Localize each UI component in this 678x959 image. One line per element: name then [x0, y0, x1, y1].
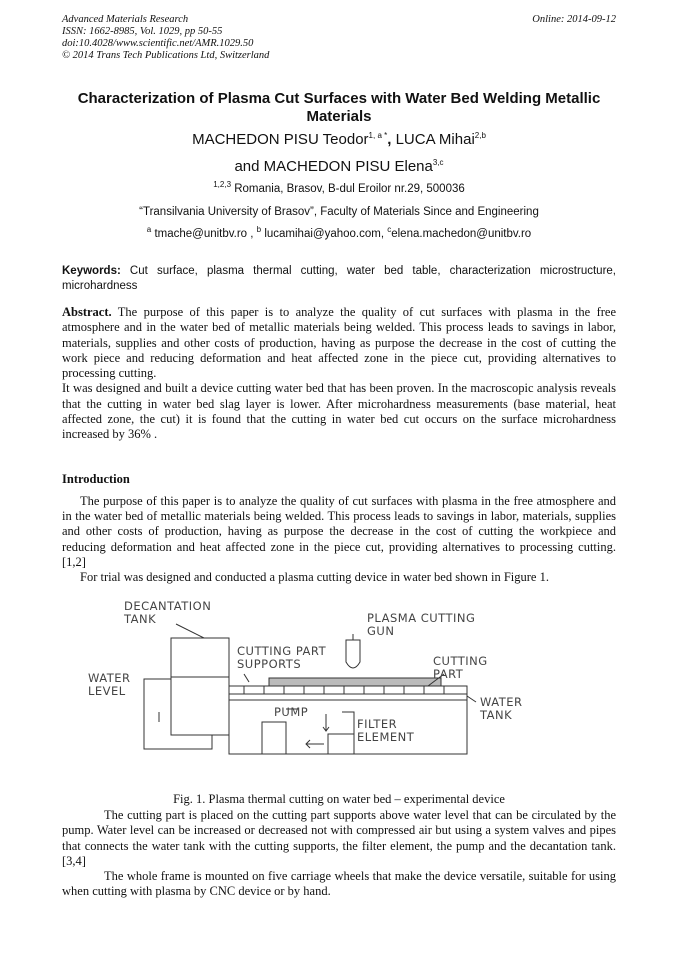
doi-line: doi:10.4028/www.scientific.net/AMR.1029.50 — [62, 38, 254, 49]
affiliation-address — [62, 180, 616, 195]
email-c-link[interactable]: elena.machedon@unitbv.ro — [391, 228, 532, 240]
label-cutting-part-2: PART — [433, 667, 464, 681]
online-date: Online: 2014-09-12 — [532, 14, 616, 25]
decantation-tank — [171, 638, 229, 735]
plasma-gun — [346, 640, 360, 668]
label-plasma-gun-1: PLASMA CUTTING — [367, 611, 476, 625]
label-water-level-2: LEVEL — [88, 684, 126, 698]
filter-element — [328, 734, 354, 754]
label-water-tank-1: WATER — [480, 695, 523, 709]
journal-header — [62, 14, 269, 62]
abstract-p2: It was designed and built a device cutting water bed that has been proven. In the macroscopic analysis reveals that the cutting in water bed slag layer is lower. After microhardness measurements (base material, heat affected zone, the cut) it is found that the cutting in water bed cut occurs on the surface microhardness increased by 36% . — [62, 381, 616, 442]
label-pump: PUMP — [274, 705, 309, 719]
author-line-2 — [62, 158, 616, 175]
label-filter-2: ELEMENT — [357, 730, 415, 744]
label-supports-1: CUTTING PART — [237, 644, 327, 658]
author-1-sup: 1, a * — [368, 131, 388, 140]
label-decantation-2: TANK — [124, 612, 157, 626]
label-water-level-1: WATER — [88, 671, 131, 685]
email-b-link[interactable]: lucamihai@yahoo.com, — [264, 228, 385, 240]
email-b-sup: b — [256, 225, 262, 235]
email-c-sup: c — [387, 225, 392, 235]
affiliation-university: “Transilvania University of Brasov”, Faculty of Materials Since and Engineering — [139, 206, 539, 218]
issn-line: ISSN: 1662-8985, Vol. 1029, pp 50-55 — [62, 26, 223, 37]
abstract-label: Abstract. — [62, 305, 112, 319]
body-text — [62, 808, 616, 900]
email-a-sup: a — [146, 225, 152, 235]
body-p2: The whole frame is mounted on five carriage wheels that make the device versatile, suitable for using when cutting with plasma by CNC device or by hand. — [62, 869, 616, 899]
keywords-label: Keywords: — [62, 265, 121, 277]
label-supports-2: SUPPORTS — [237, 657, 302, 671]
cutting-part-supports — [229, 686, 467, 694]
author-and: and — [234, 158, 264, 175]
label-filter-1: FILTER — [357, 717, 398, 731]
pump — [262, 722, 286, 754]
affiliation-emails — [62, 225, 616, 240]
author-line-1 — [62, 131, 616, 148]
author-separator: , — [387, 131, 396, 148]
journal-name: Advanced Materials Research — [62, 14, 189, 25]
keywords-text: Cut surface, plasma thermal cutting, water bed table, characterization microstructure, microhardness — [62, 265, 616, 292]
keywords — [62, 264, 616, 294]
cutting-part — [269, 678, 441, 686]
author-1: MACHEDON PISU Teodor — [192, 131, 369, 148]
label-cutting-part-1: CUTTING — [433, 654, 488, 668]
figure-1-diagram — [84, 594, 523, 774]
copyright-line: © 2014 Trans Tech Publications Ltd, Switzerland — [62, 50, 270, 61]
introduction-body — [62, 494, 616, 585]
author-2: LUCA Mihai — [395, 131, 475, 148]
figure-1-caption: Fig. 1. Plasma thermal cutting on water bed – experimental device — [173, 792, 505, 806]
intro-p1: The purpose of this paper is to analyze the quality of cut surfaces with plasma in the free atmosphere and in the water bed of metallic materials being welded. This process leads to savings in labor, materials, supplies and other costs of production, having as purpose the decrease in the cost of cutting the workpiece and reducing deformation and heat affected zone in the piece cut, providing alternatives to processing cutting. [1,2] — [62, 494, 616, 569]
author-3-sup: 3,c — [432, 158, 444, 167]
paper-title: Characterization of Plasma Cut Surfaces with Water Bed Welding Metallic Materials — [77, 90, 601, 125]
abstract-p1 — [62, 305, 616, 381]
address-text: Romania, Brasov, B-dul Eroilor nr.29, 500036 — [234, 183, 465, 195]
abstract — [62, 305, 616, 443]
label-decantation-1: DECANTATION — [124, 599, 212, 613]
body-p1: The cutting part is placed on the cutting part supports above water level that can be circulated by the pump. Water level can be increased or decreased not with compressed air but using a system valves and pipes that connects the water tank with the cutting supports, the filter element, the pump and the decantation tank. [3,4] — [62, 808, 616, 868]
intro-p2: For trial was designed and conducted a plasma cutting device in water bed shown in Figure 1. — [80, 570, 549, 585]
author-3: MACHEDON PISU Elena — [263, 158, 433, 175]
author-2-sup: 2,b — [474, 131, 486, 140]
abstract-p1-text: The purpose of this paper is to analyze the quality of cut surfaces with plasma in the free atmosphere and in the water bed of metallic materials being welded. This process leads to savings in labor, materials, supplies and other costs of production, having as purpose the decrease in the cost of cutting the work piece and reducing deformation and heat affected zone in the piece cut, providing alternatives to processing cutting. — [62, 305, 616, 381]
affiliation-sup: 1,2,3 — [213, 180, 232, 190]
label-water-tank-2: TANK — [480, 708, 513, 722]
email-a-link[interactable]: tmache@unitbv.ro , — [154, 228, 254, 240]
water-tank — [229, 694, 467, 754]
section-heading-introduction: Introduction — [62, 472, 130, 486]
return-pipe — [144, 679, 212, 749]
label-plasma-gun-2: GUN — [367, 624, 395, 638]
